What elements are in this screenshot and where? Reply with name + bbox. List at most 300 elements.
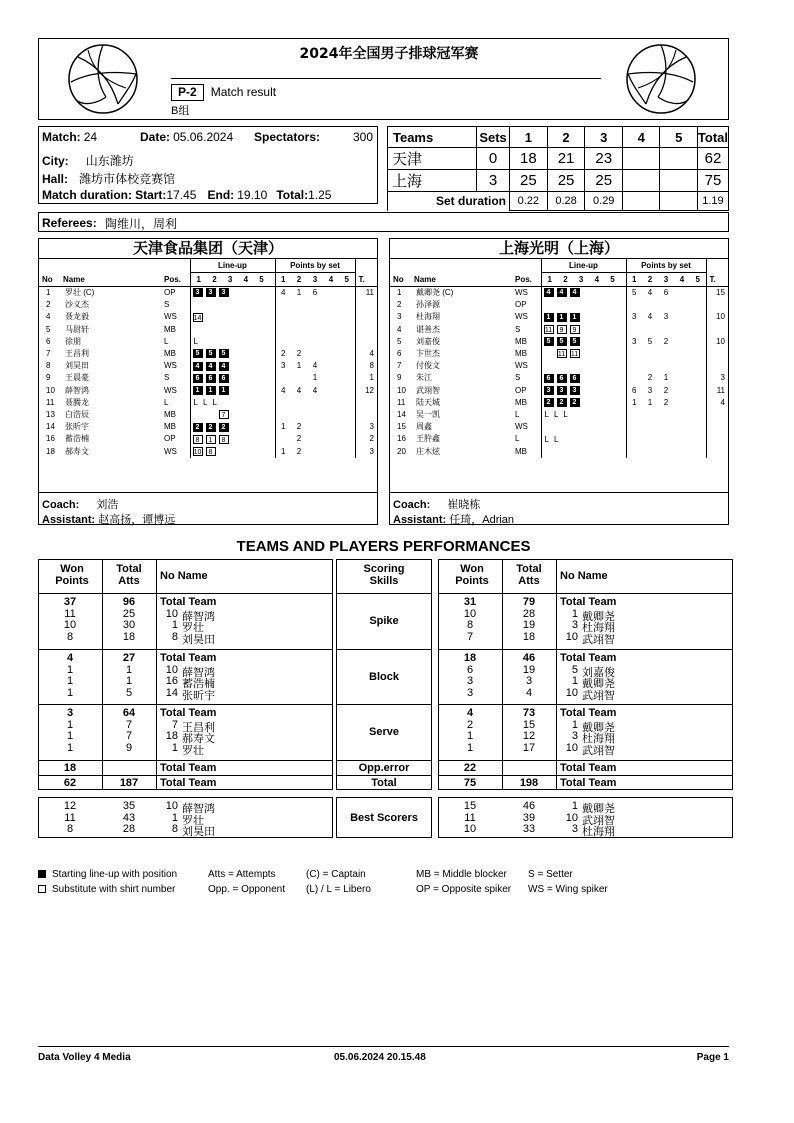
lineup-marker: 7 [219, 410, 229, 419]
set-duration [660, 192, 697, 211]
player-row [390, 445, 728, 457]
total-atts: 28 [122, 823, 136, 835]
player-name: Total Team [560, 777, 617, 789]
lineup-marker: 11 [544, 327, 553, 335]
set-points [339, 372, 355, 384]
set-points [642, 348, 658, 360]
player-name: 罗壮 (C) [65, 288, 95, 298]
player-name: 王昌利 [182, 721, 215, 734]
lineup-marker: 2 [219, 423, 229, 432]
score-header: Total [697, 127, 728, 148]
player-lineup [190, 397, 275, 409]
player-position: L [164, 397, 169, 407]
player-name: 聂龙毅 [65, 312, 89, 322]
player-row [39, 336, 377, 348]
player-row [39, 409, 377, 421]
lineup-marker: 8 [193, 435, 203, 444]
set-points [690, 372, 706, 384]
player-name: Total Team [560, 652, 617, 664]
won-points: 8 [66, 630, 74, 643]
set-points [307, 421, 323, 433]
player-position: OP [164, 434, 176, 444]
won-points: 15 [463, 800, 477, 812]
set-points [642, 299, 658, 311]
start-label: Start: [135, 188, 167, 202]
player-position: MB [164, 422, 176, 432]
won-points: 7 [466, 630, 474, 643]
player-name: 张昕宇 [182, 689, 215, 702]
set-points: 1 [647, 397, 653, 407]
player-row [390, 311, 728, 323]
player-number: 9 [397, 373, 402, 383]
row-divider [38, 593, 333, 594]
set-points: 2 [296, 434, 302, 444]
player-total [355, 409, 377, 421]
t-header: T. [706, 273, 728, 287]
total-atts: 198 [519, 777, 539, 789]
set-points [323, 421, 339, 433]
player-number: 1 [171, 811, 178, 824]
player-name: 郝寿文 [65, 446, 89, 456]
total-atts: 25 [122, 607, 136, 620]
player-number: 7 [171, 718, 178, 731]
player-number: 5 [571, 663, 578, 676]
set-points [674, 324, 690, 336]
player-name: 薛智鸿 [182, 666, 215, 679]
player-row [39, 372, 377, 384]
set-number-header: 5 [610, 275, 615, 284]
set-points [323, 336, 339, 348]
player-name: 吴一凯 [416, 409, 440, 419]
player-number: 14 [397, 409, 406, 419]
total-atts: 39 [522, 811, 536, 824]
player-number: 16 [397, 434, 406, 444]
score-header: Sets [477, 127, 510, 148]
player-position: MB [515, 336, 527, 346]
player-lineup [541, 360, 626, 372]
set-points [674, 311, 690, 323]
lineup-marker: 3 [557, 386, 567, 395]
set-points [339, 348, 355, 360]
set-points [690, 409, 706, 421]
set-points [674, 299, 690, 311]
set-points [339, 324, 355, 336]
player-number: 6 [46, 336, 51, 346]
set-points [626, 421, 642, 433]
lineup-marker: 1 [219, 386, 229, 395]
pos-header: Pos. [515, 274, 532, 284]
set-number-header: 1 [547, 275, 552, 284]
lineup-marker: 4 [219, 362, 229, 371]
set-points [626, 433, 642, 445]
player-total: 1 [355, 372, 377, 384]
player-lineup [190, 311, 275, 323]
skill-label: Spike [369, 615, 399, 627]
sets-won: 0 [477, 148, 510, 170]
volleyball-icon [624, 42, 698, 116]
set-points [291, 299, 307, 311]
lineup-marker: 4 [557, 288, 567, 297]
lineup-marker: 1 [206, 386, 216, 395]
set-score [623, 170, 660, 192]
row-divider [336, 775, 432, 776]
set-duration: 0.29 [585, 192, 623, 211]
total-atts: 73 [522, 707, 536, 719]
set-number-header: 5 [344, 275, 349, 284]
player-total [706, 409, 728, 421]
set-points [339, 311, 355, 323]
player-name: 王肸鑫 [416, 434, 440, 444]
set-number-header: 3 [312, 275, 318, 284]
player-number: 4 [397, 324, 402, 334]
player-total: 10 [706, 311, 728, 323]
player-lineup [541, 311, 626, 323]
set-points [690, 348, 706, 360]
points-header: Points by set [626, 259, 706, 273]
player-number: 4 [46, 312, 51, 322]
set-points [626, 409, 642, 421]
lineup-marker: L [553, 434, 559, 444]
player-position: WS [164, 446, 177, 456]
won-points: 4 [66, 652, 74, 664]
team-name: 天津 [388, 148, 477, 170]
t-header: T. [355, 273, 377, 287]
set-points [674, 385, 690, 397]
set-number-header: 2 [212, 275, 217, 284]
legend-starting: Starting line-up with position [52, 869, 178, 880]
set-points [339, 421, 355, 433]
lineup-marker: 3 [544, 386, 554, 395]
lineup-header: Line-up [190, 259, 275, 273]
set-points [339, 409, 355, 421]
player-row [390, 409, 728, 421]
lineup-marker: 2 [557, 398, 567, 407]
set-points [291, 409, 307, 421]
set-points [674, 409, 690, 421]
legend-atts: Atts = Attempts [208, 869, 276, 880]
total-atts: 12 [522, 730, 536, 742]
lineup-marker: L [544, 410, 549, 420]
total-atts: 1 [125, 675, 133, 687]
player-name: 戴卿尧 (C) [416, 288, 454, 298]
set-points [339, 445, 355, 457]
player-name: Total Team [560, 596, 617, 608]
legend-captain: (C) = Captain [306, 869, 366, 880]
player-number: 11 [397, 397, 406, 407]
player-position: MB [164, 349, 176, 359]
won-points: 6 [466, 663, 474, 676]
player-row [39, 421, 377, 433]
team-a-table [39, 259, 377, 458]
player-row [390, 287, 728, 300]
won-points: 11 [64, 607, 76, 620]
set-duration-row [388, 192, 729, 211]
won-points: 1 [66, 741, 74, 754]
pos-header: Pos. [164, 274, 181, 284]
set-points [674, 433, 690, 445]
won-points: 1 [66, 686, 74, 699]
set-points [674, 397, 690, 409]
lineup-marker: 11 [570, 351, 579, 359]
player-number: 1 [571, 800, 578, 812]
player-position: MB [515, 397, 527, 407]
start-time: 17.45 [166, 188, 197, 202]
player-total [706, 360, 728, 372]
lineup-sets-header [190, 273, 275, 287]
lineup-marker: 1 [570, 313, 580, 322]
name-header: Name [63, 274, 85, 284]
lineup-marker: 5 [219, 349, 229, 358]
won-points: 1 [466, 730, 474, 742]
header-box [38, 38, 729, 120]
set-points [323, 397, 339, 409]
won-points: 10 [463, 823, 477, 835]
legend-op: OP = Opposite spiker [416, 884, 512, 895]
player-number: 1 [46, 288, 51, 298]
set-duration [623, 192, 660, 211]
doc-code-row [171, 84, 276, 101]
set-points [323, 372, 339, 384]
lineup-marker: 6 [193, 374, 203, 383]
player-total [706, 433, 728, 445]
total-atts: 187 [119, 777, 139, 789]
player-name: 戴卿尧 [582, 610, 615, 623]
total-duration: 1.25 [308, 188, 332, 202]
player-name: 马尉轩 [65, 324, 89, 334]
player-name: 谌善杰 [416, 324, 440, 334]
set-points: 1 [281, 446, 286, 456]
player-total: 8 [355, 360, 377, 372]
row-divider [336, 649, 432, 650]
player-position: L [515, 409, 520, 419]
player-total [706, 324, 728, 336]
match-label: Match: [42, 130, 81, 144]
player-lineup [190, 324, 275, 336]
player-number: 13 [46, 409, 55, 419]
set-points: 2 [663, 397, 669, 407]
lineup-marker: 6 [544, 374, 554, 383]
set-number-header: 3 [578, 275, 584, 284]
total-atts: 5 [125, 686, 133, 699]
set-points [275, 433, 291, 445]
score-header: 4 [623, 127, 660, 148]
no-name-header: No Name [160, 570, 208, 582]
player-row [390, 348, 728, 360]
legend-opp: Opp. = Opponent [208, 884, 286, 895]
duration-label: Match duration: [42, 188, 132, 202]
player-total: 2 [355, 433, 377, 445]
total-atts: 17 [522, 741, 536, 754]
points-header: Points by set [275, 259, 355, 273]
legend-substitute: Substitute with shirt number [52, 884, 176, 895]
total-points: 62 [697, 148, 728, 170]
set-points [690, 445, 706, 457]
set-points: 3 [632, 336, 637, 346]
player-number: 10 [46, 385, 55, 395]
player-lineup [541, 385, 626, 397]
set-points [275, 336, 291, 348]
set-points: 6 [632, 385, 637, 395]
set-points [275, 311, 291, 323]
team-a-roster [38, 238, 378, 525]
doc-subtitle: Match result [210, 85, 277, 99]
set-points [690, 287, 706, 300]
player-name: 武翊智 [416, 385, 440, 395]
match-number: 24 [83, 130, 98, 144]
player-total: 3 [355, 445, 377, 457]
player-name: 薛智鸿 [65, 385, 89, 395]
hall-value: 潍坊市体校竞赛馆 [79, 172, 176, 186]
set-score: 23 [585, 148, 623, 170]
player-name: 杜海翔 [416, 312, 440, 322]
set-points: 2 [663, 385, 669, 395]
row-divider [38, 649, 333, 650]
lineup-marker: 5 [544, 337, 554, 346]
total-atts: 9 [125, 741, 133, 754]
lineup-marker: L [553, 410, 559, 420]
team-b-name: 上海光明（上海） [390, 239, 728, 259]
set-points [339, 287, 355, 300]
won-points: 12 [63, 800, 77, 812]
lineup-marker: 2 [206, 423, 216, 432]
set-points [690, 360, 706, 372]
skill-label: Total [371, 777, 397, 789]
player-row [390, 385, 728, 397]
player-name: 武翊智 [582, 744, 615, 757]
total-atts: 35 [122, 800, 136, 812]
player-row [390, 360, 728, 372]
set-points [658, 360, 674, 372]
player-total [355, 397, 377, 409]
player-name: 庄木炫 [416, 446, 440, 456]
roster-table [390, 259, 728, 458]
player-name: Total Team [560, 707, 617, 719]
player-lineup [541, 348, 626, 360]
won-points: 3 [466, 675, 474, 687]
coach-label: Coach: [393, 499, 431, 511]
player-name: Total Team [160, 652, 217, 664]
row-divider [438, 775, 733, 776]
player-row [390, 421, 728, 433]
row-divider [38, 704, 333, 705]
set-points [642, 421, 658, 433]
lineup-marker: 4 [193, 362, 203, 371]
footer-rule [38, 1046, 729, 1047]
set-score: 18 [510, 148, 548, 170]
row-divider [438, 704, 733, 705]
player-number: 1 [571, 718, 578, 731]
no-header: No [42, 274, 53, 284]
player-name: 杜海翔 [582, 733, 615, 745]
total-atts: 33 [522, 823, 536, 835]
player-position: L [164, 336, 169, 346]
player-name: 刘昊田 [65, 361, 89, 371]
set-points [658, 348, 674, 360]
set-points [690, 336, 706, 348]
player-lineup [541, 409, 626, 421]
set-points: 1 [296, 361, 302, 371]
total-atts: 18 [522, 630, 536, 643]
set-points [307, 445, 323, 457]
player-lineup [190, 287, 275, 300]
set-points [323, 433, 339, 445]
player-name: 蓄浩楠 [65, 434, 89, 444]
player-number: 8 [171, 630, 178, 643]
player-name: 武翊智 [582, 633, 615, 646]
assistant-name: 任琦，Adrian [449, 514, 515, 526]
set-score: 25 [585, 170, 623, 192]
set-points [291, 372, 307, 384]
player-name: 王昌利 [65, 349, 89, 359]
set-points: 6 [312, 288, 318, 298]
match-info-box [38, 126, 378, 204]
set-points [307, 409, 323, 421]
referees-label: Referees: [42, 216, 97, 230]
player-position: OP [515, 300, 527, 310]
row-divider [438, 593, 733, 594]
player-number: 10 [565, 686, 578, 699]
player-lineup [190, 421, 275, 433]
won-points: 1 [466, 741, 474, 754]
set-points: 3 [632, 312, 637, 322]
assistant-name: 赵高扬，谭博远 [98, 514, 176, 526]
set-points [626, 445, 642, 457]
score-table [387, 126, 729, 211]
set-points [674, 445, 690, 457]
total-set-duration: 1.19 [697, 192, 728, 211]
player-number: 14 [165, 686, 178, 699]
lineup-marker: 8 [206, 447, 216, 456]
player-row [390, 397, 728, 409]
set-points: 3 [281, 361, 286, 371]
lineup-marker: 9 [570, 325, 580, 334]
row-divider [438, 760, 733, 761]
player-total: 10 [706, 336, 728, 348]
player-row [39, 433, 377, 445]
set-points [690, 324, 706, 336]
lineup-marker: L [544, 434, 549, 444]
set-points [323, 360, 339, 372]
player-number: 10 [165, 800, 178, 812]
total-atts-header: Total Atts [116, 563, 142, 587]
player-lineup [541, 433, 626, 445]
set-points [674, 336, 690, 348]
set-points [307, 311, 323, 323]
set-points [642, 324, 658, 336]
set-duration: 0.28 [547, 192, 585, 211]
set-number-header: 4 [594, 275, 600, 284]
set-points [626, 372, 642, 384]
player-name: Total Team [560, 762, 617, 774]
player-name: 聂腾龙 [65, 397, 89, 407]
player-name: 周鑫 [416, 422, 432, 432]
set-points: 2 [296, 422, 302, 432]
won-points-header: Won Points [455, 563, 489, 587]
player-number: 2 [397, 300, 402, 310]
player-total [706, 421, 728, 433]
set-points [323, 311, 339, 323]
row-divider [336, 704, 432, 705]
player-row [390, 324, 728, 336]
lineup-marker: 4 [570, 288, 580, 297]
player-lineup [541, 397, 626, 409]
set-points: 3 [647, 385, 653, 395]
lineup-marker: L [563, 410, 568, 420]
player-number: 10 [565, 630, 578, 643]
player-number: 5 [397, 336, 402, 346]
set-points: 1 [281, 422, 286, 432]
player-number: 1 [571, 607, 578, 620]
